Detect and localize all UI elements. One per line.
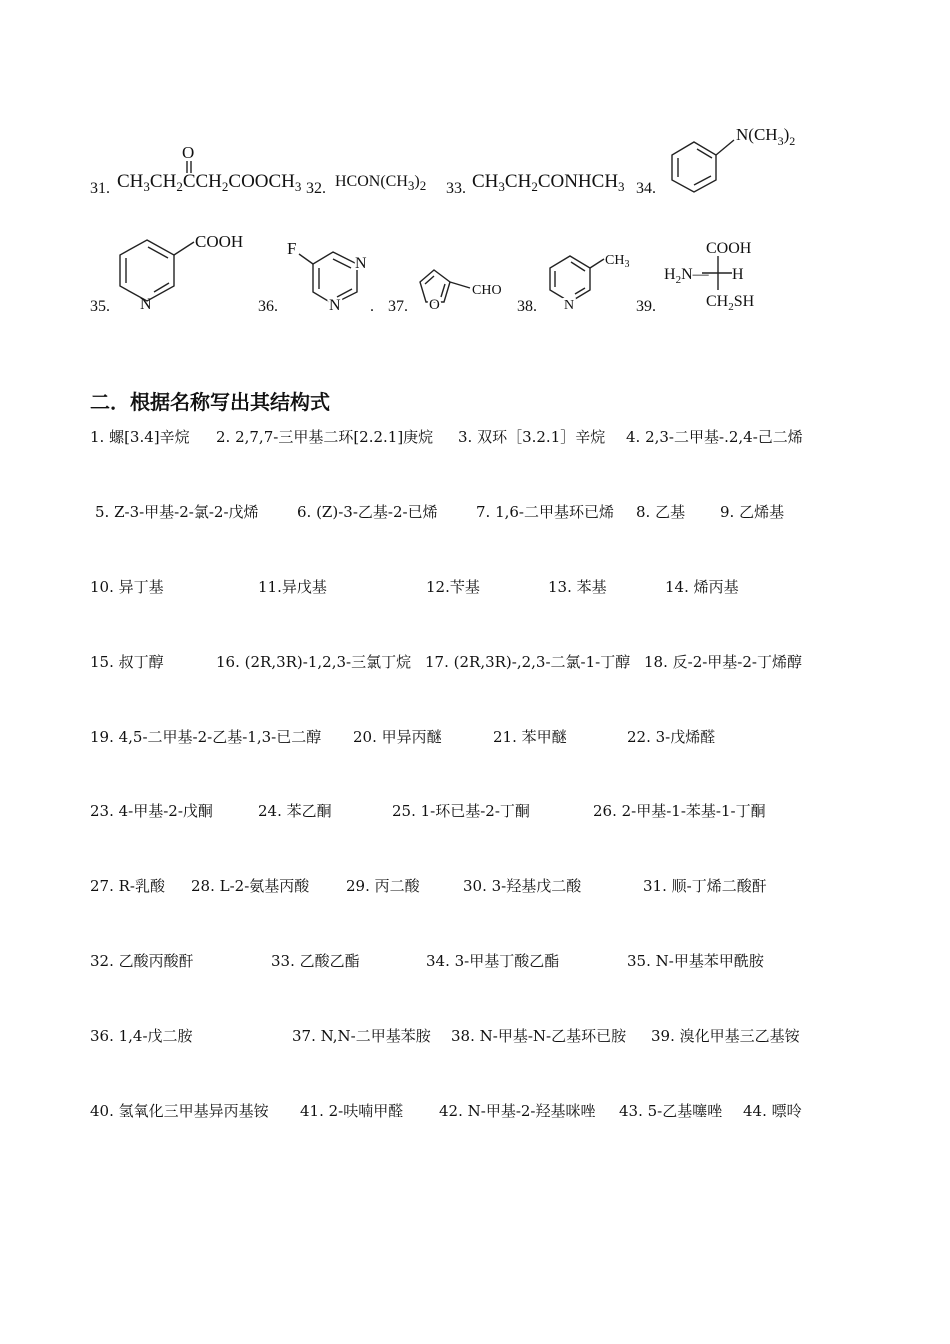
fluoro-label: F xyxy=(287,239,297,258)
pyrimidine-n2-label: N xyxy=(329,297,341,314)
name-item: 32. 乙酸丙酸酐 xyxy=(90,952,194,970)
name-item: 11.异戊基 xyxy=(258,578,327,596)
formula-31-carbonyl xyxy=(178,140,202,174)
name-item: 3. 双环［3.2.1］辛烷 xyxy=(458,428,606,446)
methyl-label: $CH_3$ xyxy=(605,253,630,270)
name-row-2 xyxy=(0,501,950,525)
name-item: 40. 氢氧化三甲基异丙基铵 xyxy=(90,1102,269,1120)
structure-37-furfural xyxy=(412,262,512,314)
name-item: 42. N-甲基-2-羟基咪唑 xyxy=(439,1102,596,1120)
name-row-4 xyxy=(0,651,950,675)
name-item: 14. 烯丙基 xyxy=(665,578,739,596)
name-item: 4. 2,3-二甲基-.2,4-己二烯 xyxy=(626,428,803,446)
name-item: 16. (2R,3R)-1,2,3-三氯丁烷 xyxy=(216,653,412,671)
name-item: 23. 4-甲基-2-戊酮 xyxy=(90,802,213,820)
name-item: 13. 苯基 xyxy=(548,578,607,596)
item-number-34: 34. xyxy=(636,180,656,197)
name-item: 22. 3-戊烯醛 xyxy=(627,728,716,746)
name-item: 15. 叔丁醇 xyxy=(90,653,164,671)
name-item: 37. N,N-二甲基苯胺 xyxy=(292,1027,431,1045)
name-item: 38. N-甲基-N-乙基环已胺 xyxy=(451,1027,627,1045)
name-item: 44. 嘌呤 xyxy=(743,1102,802,1120)
item-number-31: 31. xyxy=(90,180,110,197)
name-item: 39. 溴化甲基三乙基铵 xyxy=(651,1027,800,1045)
name-row-9 xyxy=(0,1025,950,1049)
formula-33: $CH_3CH_2CONHCH_3$ xyxy=(472,171,625,194)
name-item: 20. 甲异丙醚 xyxy=(353,728,442,746)
name-item: 29. 丙二酸 xyxy=(346,877,420,895)
name-item: 27. R-乳酸 xyxy=(90,877,165,895)
name-row-8 xyxy=(0,950,950,974)
pyridine-n-label: N xyxy=(140,296,152,313)
name-row-3 xyxy=(0,576,950,600)
structure-39-cysteine-fischer xyxy=(662,236,772,316)
name-item: 7. 1,6-二甲基环已烯 xyxy=(476,503,615,521)
name-item: 31. 顺-丁烯二酸酐 xyxy=(643,877,767,895)
name-item: 24. 苯乙酮 xyxy=(258,802,332,820)
item-number-39: 39. xyxy=(636,298,656,315)
name-row-7 xyxy=(0,875,950,899)
name-row-5 xyxy=(0,726,950,750)
name-row-10 xyxy=(0,1100,950,1124)
item-number-32: 32. xyxy=(306,180,326,197)
name-item: 41. 2-呋喃甲醛 xyxy=(300,1102,404,1120)
name-row-6 xyxy=(0,800,950,824)
name-item: 10. 异丁基 xyxy=(90,578,164,596)
structure-38-methylpyridine xyxy=(544,248,644,314)
aldehyde-label: CHO xyxy=(472,283,502,298)
item-number-35: 35. xyxy=(90,298,110,315)
name-item: 8. 乙基 xyxy=(636,503,686,521)
formula-31: $CH_3CH_2CCH_2COOCH_3$ xyxy=(117,171,302,194)
carboxyl-label: COOH xyxy=(195,232,244,251)
name-item: 21. 苯甲醚 xyxy=(493,728,567,746)
formula-32: $HCON(CH_3)_2$ xyxy=(335,173,427,193)
section-heading: 二．根据名称写出其结构式 xyxy=(90,390,330,414)
name-item: 36. 1,4-戊二胺 xyxy=(90,1027,193,1045)
structure-35-nicotinic-acid xyxy=(112,228,262,318)
name-item: 43. 5-乙基噻唑 xyxy=(619,1102,723,1120)
pyrimidine-n1-label: N xyxy=(355,255,367,272)
name-row-1 xyxy=(0,426,950,450)
name-item: 6. (Z)-3-乙基-2-已烯 xyxy=(297,503,438,521)
name-item: 18. 反-2-甲基-2-丁烯醇 xyxy=(644,653,802,671)
name-item: 34. 3-甲基丁酸乙酯 xyxy=(426,952,560,970)
fischer-bottom-label: $CH_2SH$ xyxy=(706,293,755,313)
fischer-left-label: $H_2N—$ xyxy=(664,266,709,286)
name-item: 19. 4,5-二甲基-2-乙基-1,3-已二醇 xyxy=(90,728,322,746)
dimethylamino-label: $N(CH_3)_2$ xyxy=(736,125,796,148)
pyridine-n-label: N xyxy=(564,298,575,313)
name-item: 1. 螺[3.4]辛烷 xyxy=(90,428,190,446)
item-number-36: 36. xyxy=(258,298,278,315)
item-number-33: 33. xyxy=(446,180,466,197)
fischer-top-label: COOH xyxy=(706,240,752,257)
name-item: 30. 3-羟基戊二酸 xyxy=(463,877,582,895)
fischer-right-label: H xyxy=(732,266,744,283)
structure-34-dimethylaniline xyxy=(664,120,814,200)
item-36-dot: . xyxy=(370,298,374,315)
name-item: 5. Z-3-甲基-2-氯-2-戊烯 xyxy=(95,503,259,521)
name-item: 12.苄基 xyxy=(426,578,480,596)
name-item: 2. 2,7,7-三甲基二环[2.2.1]庚烷 xyxy=(216,428,434,446)
name-item: 25. 1-环已基-2-丁酮 xyxy=(392,802,530,820)
item-number-37: 37. xyxy=(388,298,408,315)
name-item: 35. N-甲基苯甲酰胺 xyxy=(627,952,764,970)
furan-o-label: O xyxy=(429,297,440,313)
name-item: 9. 乙烯基 xyxy=(720,503,785,521)
name-item: 26. 2-甲基-1-苯基-1-丁酮 xyxy=(593,802,766,820)
carbonyl-oxygen-label: O xyxy=(182,143,195,162)
name-item: 33. 乙酸乙酯 xyxy=(271,952,360,970)
name-item: 28. L-2-氨基丙酸 xyxy=(191,877,310,895)
name-item: 17. (2R,3R)-,2,3-二氯-1-丁醇 xyxy=(425,653,631,671)
item-number-38: 38. xyxy=(517,298,537,315)
